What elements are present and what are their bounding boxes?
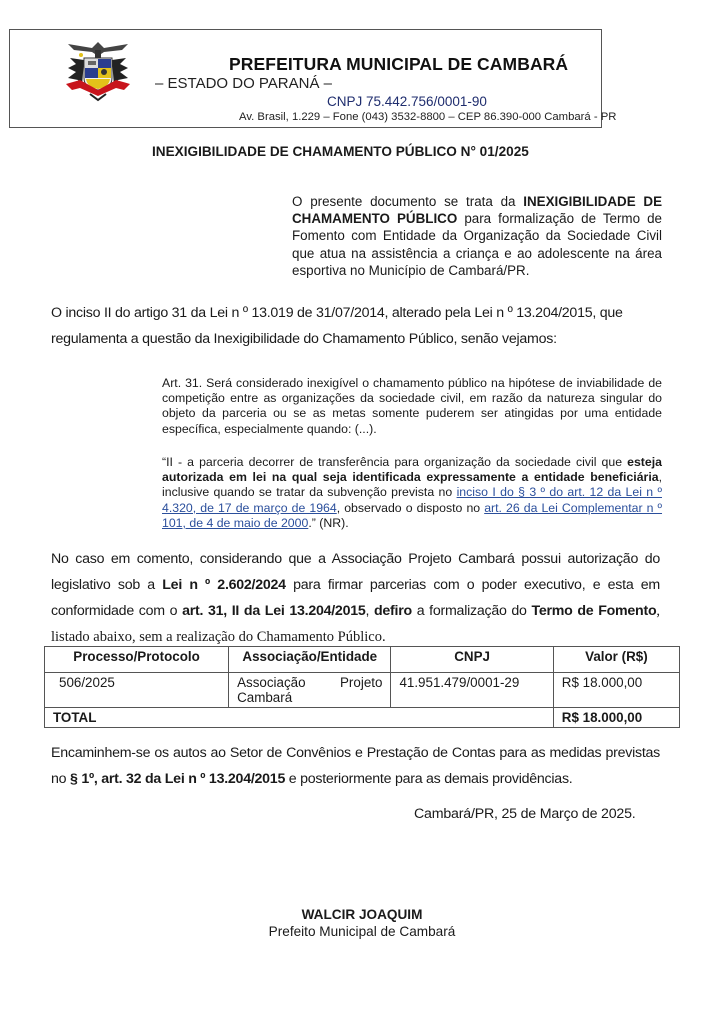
law-quote-art31: Art. 31. Será considerado inexigível o chamamento público na hipótese de inviabilidade de competição entre as organizações da sociedade civil, em razão da natureza singular do objeto da parceria ou se as metas somente puderem ser atingidas por uma entidade específica, especialmente quando: (...). (162, 376, 662, 436)
header-entity: Associação/Entidade (229, 647, 391, 673)
entity-word: Cambará (237, 690, 293, 705)
table-total-row (45, 708, 680, 728)
lc-101-link[interactable]: art. 26 da Lei Complementar n º 101, de 4 de maio de 2000 (162, 500, 663, 530)
total-value: R$ 18.000,00 (553, 708, 679, 728)
cell-cnpj: 41.951.479/0001-29 (391, 673, 553, 708)
decision-text: No caso em comento, considerando que a Associação Projeto Cambará possui autorização do legislativo sob a (51, 551, 660, 593)
decision-bold: art. 31, II da Lei 13.204/2015 (182, 603, 366, 619)
summary-text: para formalização de Termo de Fomento com Entidade da Organização da Sociedade Civil que atua na assistência a criança e ao adolescente na área esportiva no Município de Cambará/PR. (292, 211, 662, 278)
decision-text: , (365, 603, 374, 619)
total-label: TOTAL (45, 708, 554, 728)
summary-paragraph (292, 193, 662, 279)
decision-text: , listado abaixo, sem a realização do Chamamento Público. (51, 603, 660, 645)
cell-protocol: 506/2025 (45, 673, 229, 708)
summary-bold: INEXIGIBILIDADE DE CHAMAMENTO PÚBLICO (292, 194, 663, 227)
quote-text: .” (NR). (308, 515, 349, 530)
quote-text: “II - a parceria decorrer de transferência para organização da sociedade civil que (162, 455, 628, 469)
summary-text: O presente documento se trata da (292, 194, 524, 209)
forward-bold: § 1º, art. 32 da Lei n º 13.204/2015 (69, 771, 286, 787)
signer-name: WALCIR JOAQUIM (301, 907, 423, 922)
law-4320-link[interactable]: inciso I do § 3 º do art. 12 da Lei n º 4.320, de 17 de março de 1964 (162, 485, 662, 515)
decision-bold: defiro (374, 603, 412, 619)
quote-text: , inclusive quando se tratar da subvenção prevista no (162, 470, 662, 500)
cell-value: R$ 18.000,00 (553, 673, 679, 708)
letterhead-state: – ESTADO DO PARANÁ – (155, 75, 332, 92)
intro-paragraph: O inciso II do artigo 31 da Lei n º 13.019 de 31/07/2014, alterado pela Lei n º 13.204/2015, que regulamenta a questão da Inexigibilidade do Chamamento Público, senão vejamos: (51, 305, 623, 347)
table-header-row (45, 647, 680, 673)
header-protocol: Processo/Protocolo (45, 647, 229, 673)
entity-word: Projeto (340, 675, 383, 690)
header-value: Valor (R$) (553, 647, 679, 673)
forward-text: e posteriormente para as demais providências. (285, 771, 573, 787)
decision-paragraph (51, 546, 660, 650)
quote-bold: esteja autorizada em lei na qual seja identificada expressamente a entidade beneficiária (162, 455, 662, 485)
decision-text: a formalização do (411, 603, 532, 619)
decision-bold: Lei n º 2.602/2024 (162, 577, 286, 593)
header-cnpj: CNPJ (391, 647, 553, 673)
table-row (45, 673, 680, 708)
letterhead-cnpj: CNPJ 75.442.756/0001-90 (327, 94, 487, 109)
forward-text: Encaminhem-se os autos ao Setor de Convênios e Prestação de Contas para as medidas previstas no (51, 745, 660, 787)
grants-table (44, 646, 680, 728)
letterhead-address: Av. Brasil, 1.229 – Fone (043) 3532-8800 – CEP 86.390-000 Cambará - PR (239, 111, 617, 123)
cell-entity (229, 673, 391, 708)
forward-paragraph (51, 740, 660, 792)
document-title: INEXIGIBILIDADE DE CHAMAMENTO PÚBLICO N° 01/2025 (152, 144, 529, 159)
signer-role: Prefeito Municipal de Cambará (268, 924, 456, 939)
municipal-crest-logo (62, 40, 134, 102)
letterhead-title: PREFEITURA MUNICIPAL DE CAMBARÁ (229, 54, 569, 74)
document-date: Cambará/PR, 25 de Março de 2025. (414, 806, 636, 822)
decision-bold: Termo de Fomento (531, 603, 657, 619)
law-quote-inciso-ii (162, 455, 662, 531)
quote-text: , observado o disposto no (336, 500, 485, 515)
decision-text: para firmar parcerias com o poder executivo, e esta em conformidade com o (51, 577, 660, 619)
entity-word: Associação (237, 675, 306, 690)
